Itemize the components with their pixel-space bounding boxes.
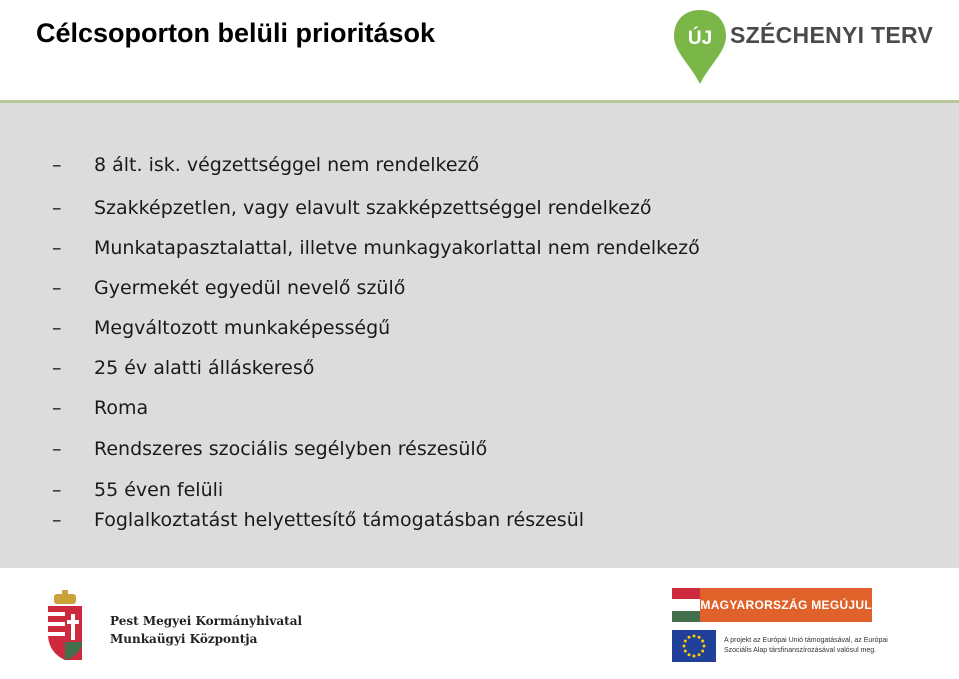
eu-note-line2: Szociális Alap társfinanszírozásával valósul meg. xyxy=(724,647,877,654)
szechenyi-terv-logo xyxy=(672,8,932,88)
list-item-text: Megváltozott munkaképességű xyxy=(94,317,391,339)
eu-flag-icon xyxy=(672,630,716,662)
list-item-text: Foglalkoztatást helyettesítő támogatásban részesül xyxy=(94,509,585,531)
bullet-dash: – xyxy=(52,509,62,531)
hungarian-flag-icon xyxy=(672,588,700,622)
slide-content xyxy=(0,103,959,568)
eu-note-text xyxy=(724,636,888,656)
szechenyi-name: SZÉCHENYI TERV xyxy=(730,22,934,48)
bullet-dash: – xyxy=(52,397,62,419)
magyarorszag-megujul-banner xyxy=(672,588,872,622)
szechenyi-badge: ÚJ xyxy=(687,28,713,49)
bullet-dash: – xyxy=(52,154,62,176)
bullet-dash: – xyxy=(52,317,62,339)
list-item-text: 25 év alatti álláskereső xyxy=(94,357,315,379)
slide-title: Célcsoporton belüli prioritások xyxy=(36,18,436,48)
bullet-dash: – xyxy=(52,479,62,501)
list-item-text: Roma xyxy=(94,397,149,419)
list-item-text: Rendszeres szociális segélyben részesülő xyxy=(94,438,488,460)
bullet-dash: – xyxy=(52,197,62,219)
bullet-dash: – xyxy=(52,357,62,379)
bullet-dash: – xyxy=(52,277,62,299)
slide-footer xyxy=(0,568,959,679)
list-item-text: 55 éven felüli xyxy=(94,479,224,501)
pest-megyei-line2: Munkaügyi Központja xyxy=(110,632,258,646)
bullet-dash: – xyxy=(52,237,62,259)
magyarorszag-megujul-text: MAGYARORSZÁG MEGÚJUL xyxy=(700,588,872,622)
slide-header xyxy=(0,0,959,100)
eu-funding-note xyxy=(672,630,922,664)
bullet-dash: – xyxy=(52,438,62,460)
list-item-text: Munkatapasztalattal, illetve munkagyakorlattal nem rendelkező xyxy=(94,237,700,259)
list-item-text: 8 ált. isk. végzettséggel nem rendelkező xyxy=(94,154,480,176)
list-item-text: Szakképzetlen, vagy elavult szakképzettséggel rendelkező xyxy=(94,197,652,219)
list-item-text: Gyermekét egyedül nevelő szülő xyxy=(94,277,406,299)
coat-of-arms-icon xyxy=(40,590,90,662)
eu-note-line1: A projekt az Európai Unió támogatásával, az Európai xyxy=(724,637,888,644)
pest-megyei-text xyxy=(110,612,302,648)
map-pin-icon xyxy=(672,8,728,88)
pest-megyei-logo xyxy=(40,590,303,670)
bullet-list xyxy=(0,103,959,568)
pest-megyei-line1: Pest Megyei Kormányhivatal xyxy=(110,614,303,628)
